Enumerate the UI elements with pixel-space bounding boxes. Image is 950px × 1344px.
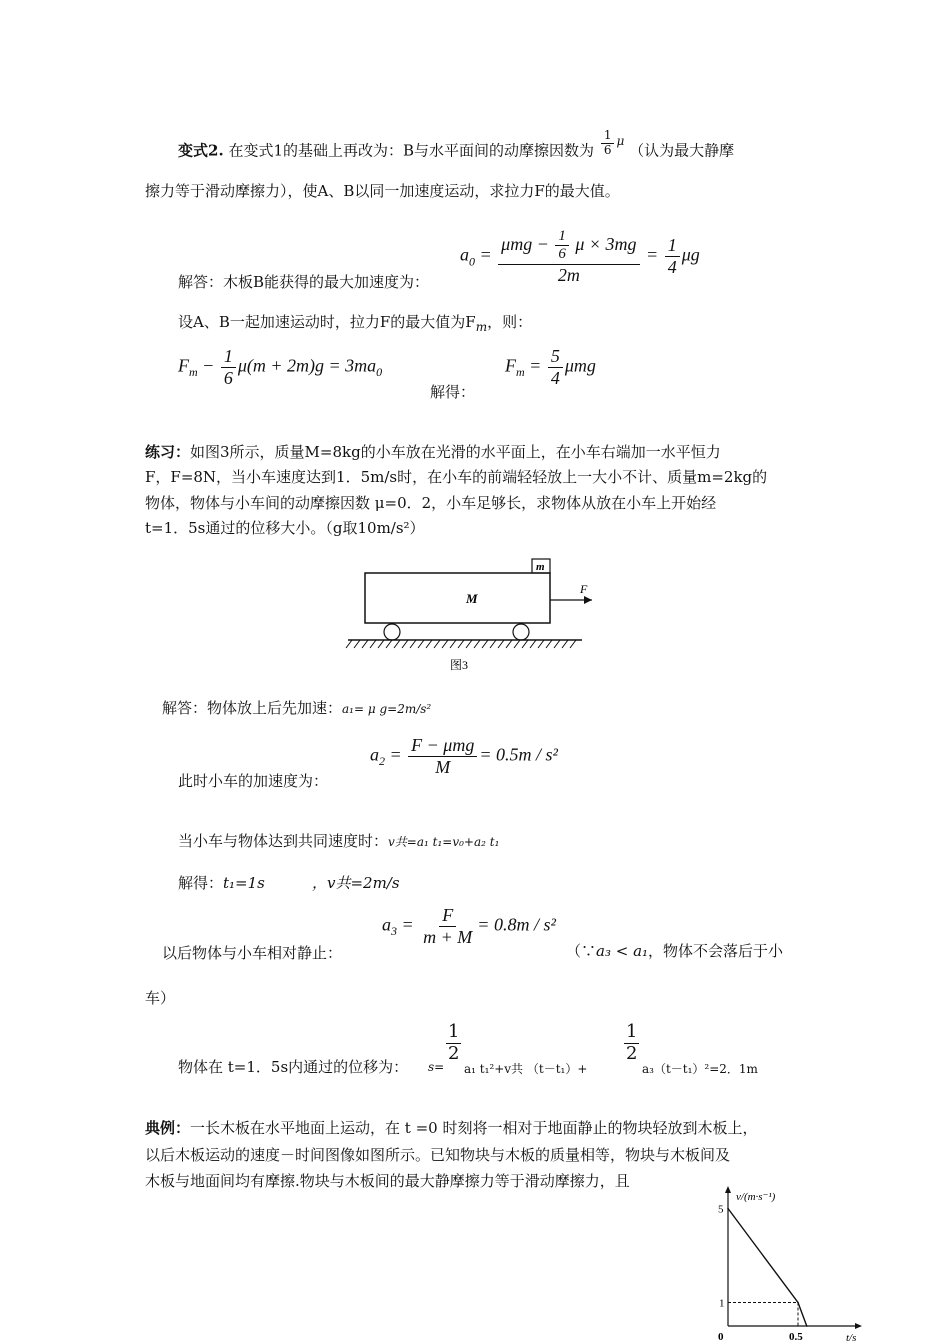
cart-body [365, 573, 550, 623]
hatch-mark [434, 640, 440, 648]
equation-a2: $a_2$ = $\frac{\text{F − μmg}}{M}$ = 0.5m / s² [370, 735, 558, 777]
hatch-mark [394, 640, 400, 648]
answer-label-1: 解答：木板B能获得的最大加速度为： [178, 273, 430, 291]
exercise-ans1: 解答：物体放上后先加速：a₁= μ g=2m/s² [162, 699, 432, 717]
velocity-point [797, 1302, 799, 1304]
hatch-mark [426, 640, 432, 648]
velocity-time-chart [710, 1184, 870, 1342]
exercise-ans4: 解得：t₁=1s [178, 874, 265, 892]
mu-fraction: $\frac{1}{6}$ [601, 129, 615, 158]
y-tick-label: 5 [718, 1203, 724, 1216]
velocity-point [806, 1325, 808, 1327]
exercise-ans6-label: 物体在 t=1．5s内通过的位移为： [178, 1058, 409, 1076]
equation-a3: $a_3$ = $\frac{F}{m + M}$ = 0.8m / s² [382, 905, 556, 947]
variant2-line1: 变式2. 在变式1的基础上再改为：B与水平面间的动摩擦因数为 $\frac{1}{6}$ $^\mu$ （认为最大静摩 [178, 128, 735, 160]
exercise-line2: F，F=8N，当小车速度达到1．5m/s时，在小车的前端轻轻放上一大小不计、质量m=2kg的 [145, 468, 768, 486]
exercise-title: 练习： [145, 443, 191, 461]
y-axis-arrow [725, 1186, 731, 1193]
hatch-mark [546, 640, 552, 648]
hatch-mark [402, 640, 408, 648]
velocity-point [727, 1208, 729, 1210]
hatch-mark [346, 640, 352, 648]
exercise-line4: t=1．5s通过的位移大小。（g取10m/s²） [145, 519, 425, 537]
force-F-label: F [580, 582, 588, 596]
exercise-ans3: 当小车与物体达到共同速度时：v共=a₁ t₁=v₀+a₂ t₁ [178, 832, 500, 850]
wheel-left [384, 624, 400, 640]
exercise-line3: 物体，物体与小车间的动摩擦因数 μ=0．2，小车足够长，求物体从放在小车上开始经 [145, 494, 717, 512]
half-fraction-2: 1 2 [626, 1021, 638, 1064]
setup-line: 设A、B一起加速运动时，拉力F的最大值为$F_m$，则： [178, 313, 533, 334]
hatch-mark [354, 640, 360, 648]
solve-label: 解得： [430, 383, 476, 401]
hatch-mark [474, 640, 480, 648]
exercise-ans4-v: ，v共=2m/s [312, 874, 400, 892]
example-title: 典例： [145, 1119, 191, 1137]
hatch-mark [442, 640, 448, 648]
hatch-mark [506, 640, 512, 648]
variant2-number: 2. [208, 141, 224, 160]
ground-hatch [346, 640, 576, 648]
y-tick-label: 1 [719, 1297, 725, 1310]
variant2-line2: 擦力等于滑动摩擦力），使A、B以同一加速度运动，求拉力F的最大值。 [145, 182, 620, 200]
x-tick-label: 0.5 [789, 1331, 803, 1342]
exercise-ans5-note: （∵a₃ < a₁，物体不会落后于小 [566, 942, 784, 960]
hatch-mark [514, 640, 520, 648]
hatch-mark [418, 640, 424, 648]
hatch-mark [378, 640, 384, 648]
x-axis-label: t/s [846, 1332, 857, 1342]
force-arrowhead [584, 596, 592, 604]
hatch-mark [482, 640, 488, 648]
equation-fm: $F_m$ − $\frac{1}{6}$ $\mu(m + 2m)g = 3ma_0$ [178, 346, 383, 388]
exercise-ans6-s: s= [428, 1060, 445, 1074]
cart-figure [340, 553, 610, 675]
cart-M-label: M [466, 591, 478, 606]
block-m-label: m [536, 561, 545, 573]
hatch-mark [498, 640, 504, 648]
variant2-text: 在变式1的基础上再改为：B与水平面间的动摩擦因数为 [228, 141, 595, 160]
hatch-mark [450, 640, 456, 648]
hatch-mark [370, 640, 376, 648]
hatch-mark [458, 640, 464, 648]
hatch-mark [570, 640, 576, 648]
equation-fm-result: $F_m$ = $\frac{5}{4}$ μmg [505, 346, 596, 388]
hatch-mark [490, 640, 496, 648]
hatch-mark [410, 640, 416, 648]
hatch-mark [386, 640, 392, 648]
velocity-series-line [728, 1209, 807, 1327]
example-line2: 以后木板运动的速度－时间图像如图所示。已知物块与木板的质量相等，物块与木板间及 [145, 1146, 731, 1164]
hatch-mark [538, 640, 544, 648]
exercise-line1: 练习：如图3所示，质量M=8kg的小车放在光滑的水平面上，在小车右端加一水平恒力 [145, 443, 721, 461]
example-line3: 木板与地面间均有摩擦.物块与木板间的最大静摩擦力等于滑动摩擦力，且 [145, 1172, 630, 1190]
exercise-ans5-label: 以后物体与小车相对静止： [162, 944, 343, 962]
y-axis-label: v/(m·s⁻¹) [736, 1191, 776, 1203]
exercise-ans6-a: a₁ t₁²+v共 （t－t₁）+ [464, 1062, 588, 1076]
variant2-title: 变式 [178, 141, 209, 160]
hatch-mark [554, 640, 560, 648]
hatch-mark [466, 640, 472, 648]
exercise-ans5-cont: 车） [145, 989, 176, 1007]
x-tick-label: 0 [718, 1331, 724, 1342]
equation-a0: $a_0$ = μmg − $\frac{1}{6}$ μ × 3mg 2m = $\frac{1}{4}$ μg [460, 228, 700, 285]
hatch-mark [362, 640, 368, 648]
variant2-text-tail: （认为最大静摩 [629, 141, 735, 160]
hatch-mark [530, 640, 536, 648]
exercise-ans2-label: 此时小车的加速度为： [178, 772, 329, 790]
wheel-right [513, 624, 529, 640]
half-fraction-1: 1 2 [448, 1021, 460, 1064]
hatch-mark [562, 640, 568, 648]
x-axis-arrow [855, 1323, 862, 1329]
hatch-mark [522, 640, 528, 648]
figure-caption: 图3 [450, 658, 469, 672]
exercise-ans6-b: a₃（t－t₁）²=2．1m [642, 1062, 758, 1076]
example-line1: 典例：一长木板在水平地面上运动，在 t =0 时刻将一相对于地面静止的物块轻放到木板上， [145, 1119, 758, 1137]
